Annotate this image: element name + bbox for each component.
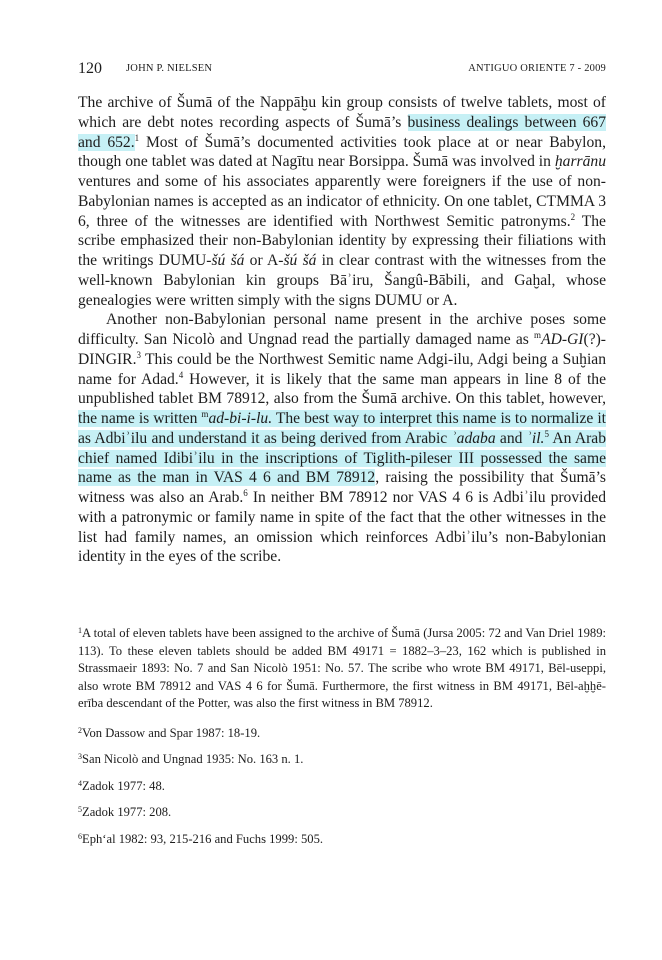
- highlighted-text[interactable]: the name is written $^m$ad-bi-i-lu. The best way to interpret this name is to normalize it as Adbiʾilu and understand it as being derived from Arabic ʾadaba and ʾil.$^5$ An Arab chief named Idibiʾilu in the inscriptions of Tiglith-pileser III possessed the same name as the man in VAS 4 6 and BM 78912: [78, 408, 607, 487]
- running-header: [78, 60, 606, 80]
- footnote-ref[interactable]: 3: [136, 349, 141, 360]
- footnote-1: $^1$A total of eleven tablets have been assigned to the archive of Šumā (Jursa 2005: 72 and Van Driel 1989: 113). To these eleven tablets should be added BM 49171 = 1882–3–23, 162 which is published in Strassmaeir 1893: No. 7 and San Nicolò 1951: No. 57. The scribe who wrote BM 49171, Bēl-useppi, also wrote BM 78912 and VAS 4 6 for Šumā. Furthermore, the first witness in BM 49171, Bēl-aḫḫē-erība descendant of the Potter, was also the first witness in BM 78912.: [78, 626, 606, 710]
- footnotes: [78, 622, 606, 854]
- footnote-6: $^6$Eph‘al 1982: 93, 215-216 and Fuchs 1999: 505.: [78, 831, 324, 846]
- paragraph-2: Another non-Babylonian personal name present in the archive poses some difficulty. San Nicolò and Ungnad read the partially damaged name as $^m$AD-GI(?)-DINGIR.$^3$ This could be the Northwest Semitic name Adgi-ilu, Adgi being a Suḫian name for Adad.$^4$ However, it is likely that the same man appears in line 8 of the unpublished tablet BM 78912, also from the Šumā archive. On this tablet, however, the name is written $^m$ad-bi-i-lu. The best way to interpret this name is to normalize it as Adbiʾilu and understand it as being derived from Arabic ʾadaba and ʾil.$^5$ An Arab chief named Idibiʾilu in the inscriptions of Tiglith-pileser III possessed the same name as the man in VAS 4 6 and BM 78912, raising the possibility that Šumā’s witness was also an Arab.$^6$ In neither BM 78912 nor VAS 4 6 is Adbiʾilu provided with a patronymic or family name in spite of the fact that the other witnesses in the list had family names, an omission which reinforces Adbiʾilu’s non-Babylonian identity in the eyes of the scribe.: [78, 311, 607, 566]
- paragraph-1: The archive of Šumā of the Nappāḫu kin group consists of twelve tablets, most of which are debt notes recording aspects of Šumā’s business dealings between 667 and 652.$^1$ Most of Šumā’s documented activities took place at or near Babylon, though one tablet was dated at Nagītu near Borsippa. Šumā was involved in ḫarrānu ventures and some of his associates apparently were foreigners if the use of non-Babylonian names is accepted as an indicator of ethnicity. On one tablet, CTMMA 3 6, three of the witnesses are identified with Northwest Semitic patronyms.$^2$ The scribe emphasized their non-Babylonian identity by expressing their filiations with the writings DUMU-šú šá or A-šú šá in clear contrast with the witnesses from the well-known Babylonian kin groups Bāʾiru, Šangû-Bābili, and Gaḫal, whose genealogies were written simply with the signs DUMU or A.: [78, 94, 606, 309]
- journal-title: ANTIGUO ORIENTE 7 - 2009: [468, 63, 606, 74]
- footnote-ref[interactable]: 1: [134, 132, 140, 143]
- footnote-ref[interactable]: 2: [570, 211, 576, 222]
- footnote-2: $^2$Von Dassow and Spar 1987: 18-19.: [78, 725, 261, 740]
- highlighted-text[interactable]: business dealings between 667 and 652.: [78, 113, 606, 151]
- author-name: JOHN P. NIELSEN: [126, 63, 213, 74]
- footnote-3: $^3$San Nicolò and Ungnad 1935: No. 163 n. 1.: [78, 752, 304, 766]
- footnote-ref[interactable]: 6: [243, 487, 248, 498]
- footnote-5: $^5$Zadok 1977: 208.: [78, 805, 172, 819]
- footnote-ref[interactable]: 5: [544, 428, 549, 439]
- footnote-ref[interactable]: 4: [178, 369, 184, 380]
- main-text: [78, 93, 606, 567]
- footnote-4: $^4$Zadok 1977: 48.: [78, 778, 165, 793]
- page-number: 120: [78, 60, 102, 77]
